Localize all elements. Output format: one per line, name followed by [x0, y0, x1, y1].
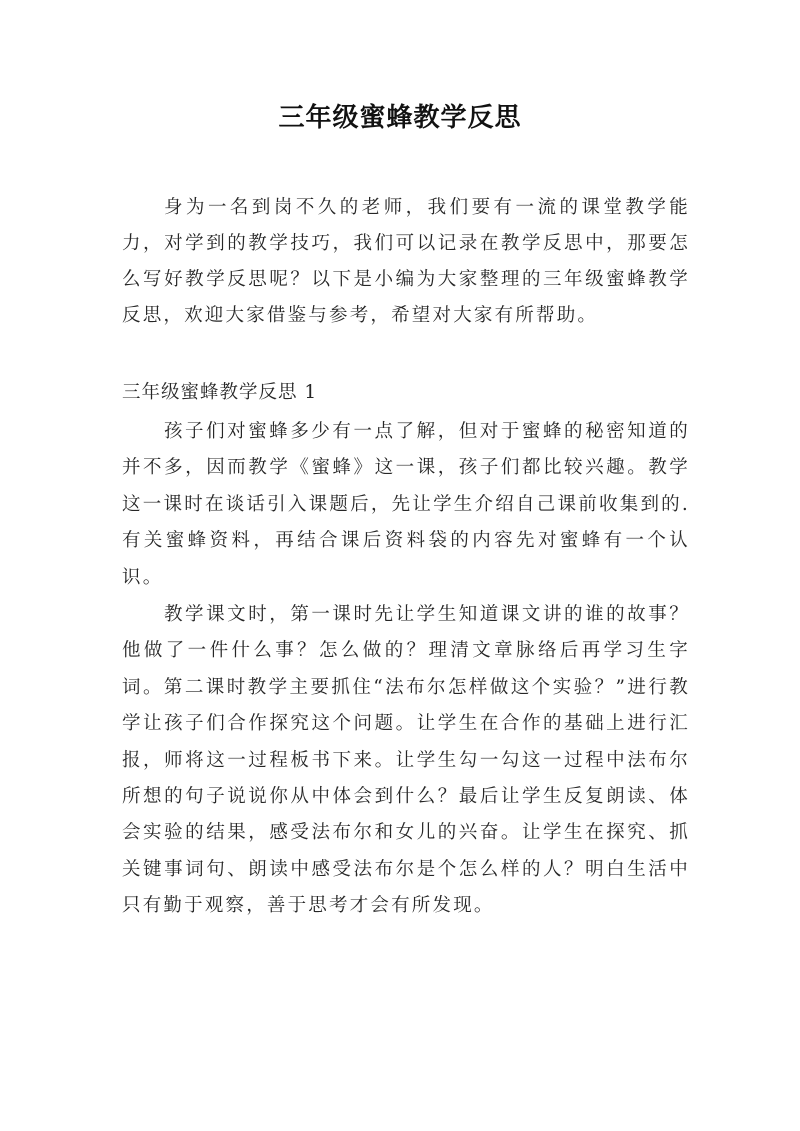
intro-paragraph: 身为一名到岗不久的老师，我们要有一流的课堂教学能力，对学到的教学技巧，我们可以记录在教学反思中，那要怎么写好教学反思呢？以下是小编为大家整理的三年级蜜蜂教学反思，欢迎大家借鉴与参考，希望对大家有所帮助。	[122, 197, 690, 326]
section-heading: 三年级蜜蜂教学反思 1	[122, 382, 318, 403]
document-title: 三年级蜜蜂教学反思	[278, 103, 522, 133]
body-paragraph-2: 教学课文时，第一课时先让学生知道课文讲的谁的故事？他做了一件什么事？怎么做的？理清文章脉络后再学习生字词。第二课时教学主要抓住“法布尔怎样做这个实验？”进行教学让孩子们合作探究这个问题。让学生在合作的基础上进行汇报，师将这一过程板书下来。让学生勾一勾这一过程中法布尔所想的句子说说你从中体会到什么？最后让学生反复朗读、体会实验的结果，感受法布尔和女儿的兴奋。让学生在探究、抓关键事词句、朗读中感受法布尔是个怎么样的人？明白生活中只有勤于观察，善于思考才会有所发现。	[122, 604, 690, 917]
body-paragraph-1: 孩子们对蜜蜂多少有一点了解，但对于蜜蜂的秘密知道的并不多，因而教学《蜜蜂》这一课，孩子们都比较兴趣。教学这一课时在谈话引入课题后，先让学生介绍自己课前收集到的.有关蜜蜂资料，再结合课后资料袋的内容先对蜜蜂有一个认识。	[122, 421, 690, 588]
